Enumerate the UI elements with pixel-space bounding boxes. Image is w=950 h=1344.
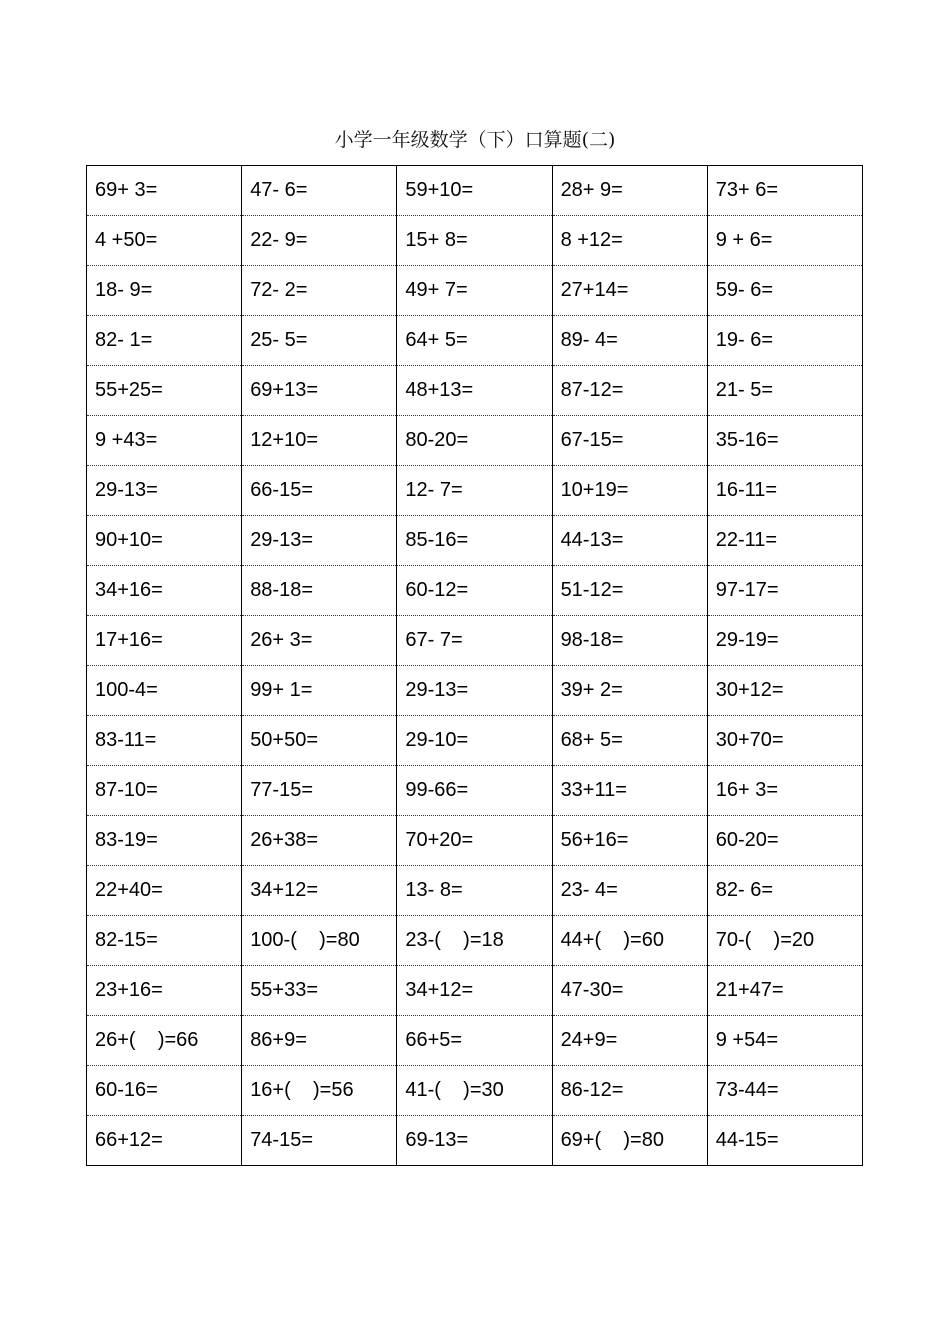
problem-cell: 44-13=: [552, 516, 707, 566]
problem-cell: 48+13=: [397, 366, 552, 416]
problem-cell: 23+16=: [87, 966, 242, 1016]
table-row: [87, 866, 863, 916]
arithmetic-table: [86, 165, 863, 1166]
problem-cell: 22-11=: [707, 516, 862, 566]
problem-cell: 33+11=: [552, 766, 707, 816]
problem-cell: 29-13=: [397, 666, 552, 716]
table-row: [87, 216, 863, 266]
table-row: [87, 1116, 863, 1166]
problem-cell: 18- 9=: [87, 266, 242, 316]
problem-cell: 66+5=: [397, 1016, 552, 1066]
problem-cell: 90+10=: [87, 516, 242, 566]
problem-cell: 59- 6=: [707, 266, 862, 316]
table-row: [87, 766, 863, 816]
problem-cell: 74-15=: [242, 1116, 397, 1166]
problem-cell: 9 +43=: [87, 416, 242, 466]
problem-cell: 26+ 3=: [242, 616, 397, 666]
problem-cell: 15+ 8=: [397, 216, 552, 266]
problem-cell: 69+ 3=: [87, 166, 242, 216]
problem-cell: 70-( )=20: [707, 916, 862, 966]
table-row: [87, 466, 863, 516]
problem-cell: 66+12=: [87, 1116, 242, 1166]
problem-cell: 83-11=: [87, 716, 242, 766]
problem-cell: 12- 7=: [397, 466, 552, 516]
table-row: [87, 266, 863, 316]
table-row: [87, 1066, 863, 1116]
problem-cell: 16+( )=56: [242, 1066, 397, 1116]
problem-cell: 35-16=: [707, 416, 862, 466]
problem-cell: 29-19=: [707, 616, 862, 666]
problem-cell: 98-18=: [552, 616, 707, 666]
problem-cell: 87-10=: [87, 766, 242, 816]
problem-cell: 67- 7=: [397, 616, 552, 666]
problem-cell: 80-20=: [397, 416, 552, 466]
problem-cell: 23-( )=18: [397, 916, 552, 966]
table-row: [87, 166, 863, 216]
problem-cell: 97-17=: [707, 566, 862, 616]
problem-cell: 10+19=: [552, 466, 707, 516]
problem-cell: 13- 8=: [397, 866, 552, 916]
problem-cell: 28+ 9=: [552, 166, 707, 216]
problem-cell: 60-20=: [707, 816, 862, 866]
problem-cell: 39+ 2=: [552, 666, 707, 716]
problem-cell: 85-16=: [397, 516, 552, 566]
problem-cell: 66-15=: [242, 466, 397, 516]
problem-cell: 59+10=: [397, 166, 552, 216]
problem-cell: 55+25=: [87, 366, 242, 416]
problem-cell: 26+( )=66: [87, 1016, 242, 1066]
problem-cell: 73+ 6=: [707, 166, 862, 216]
problem-cell: 16-11=: [707, 466, 862, 516]
table-row: [87, 616, 863, 666]
table-row: [87, 666, 863, 716]
table-row: [87, 416, 863, 466]
problem-cell: 86+9=: [242, 1016, 397, 1066]
table-row: [87, 716, 863, 766]
problem-cell: 29-10=: [397, 716, 552, 766]
problem-cell: 27+14=: [552, 266, 707, 316]
problem-cell: 56+16=: [552, 816, 707, 866]
problem-cell: 21- 5=: [707, 366, 862, 416]
problem-cell: 34+12=: [242, 866, 397, 916]
problem-cell: 30+12=: [707, 666, 862, 716]
problem-cell: 82- 1=: [87, 316, 242, 366]
problem-cell: 49+ 7=: [397, 266, 552, 316]
problem-cell: 69+13=: [242, 366, 397, 416]
problem-cell: 88-18=: [242, 566, 397, 616]
problem-cell: 25- 5=: [242, 316, 397, 366]
problem-cell: 29-13=: [87, 466, 242, 516]
problem-cell: 44-15=: [707, 1116, 862, 1166]
problem-cell: 100-4=: [87, 666, 242, 716]
problem-cell: 87-12=: [552, 366, 707, 416]
table-row: [87, 1016, 863, 1066]
problem-cell: 47-30=: [552, 966, 707, 1016]
problem-cell: 29-13=: [242, 516, 397, 566]
problem-cell: 70+20=: [397, 816, 552, 866]
problem-cell: 69-13=: [397, 1116, 552, 1166]
problem-cell: 64+ 5=: [397, 316, 552, 366]
problem-cell: 77-15=: [242, 766, 397, 816]
problem-cell: 99-66=: [397, 766, 552, 816]
problem-cell: 34+16=: [87, 566, 242, 616]
problem-cell: 60-12=: [397, 566, 552, 616]
table-row: [87, 916, 863, 966]
problem-cell: 30+70=: [707, 716, 862, 766]
problem-cell: 82-15=: [87, 916, 242, 966]
problem-cell: 9 +54=: [707, 1016, 862, 1066]
problem-cell: 51-12=: [552, 566, 707, 616]
problem-cell: 69+( )=80: [552, 1116, 707, 1166]
problem-cell: 26+38=: [242, 816, 397, 866]
problem-cell: 82- 6=: [707, 866, 862, 916]
page-title: 小学一年级数学（下）口算题(二): [334, 129, 616, 151]
problem-cell: 16+ 3=: [707, 766, 862, 816]
problem-cell: 19- 6=: [707, 316, 862, 366]
problem-cell: 8 +12=: [552, 216, 707, 266]
table-row: [87, 566, 863, 616]
problem-cell: 24+9=: [552, 1016, 707, 1066]
problem-cell: 72- 2=: [242, 266, 397, 316]
problem-cell: 22- 9=: [242, 216, 397, 266]
problem-cell: 9 + 6=: [707, 216, 862, 266]
table-row: [87, 516, 863, 566]
table-row: [87, 966, 863, 1016]
table-row: [87, 366, 863, 416]
problem-cell: 67-15=: [552, 416, 707, 466]
problem-cell: 55+33=: [242, 966, 397, 1016]
problem-cell: 23- 4=: [552, 866, 707, 916]
problem-cell: 99+ 1=: [242, 666, 397, 716]
problem-cell: 68+ 5=: [552, 716, 707, 766]
problem-cell: 4 +50=: [87, 216, 242, 266]
problem-cell: 73-44=: [707, 1066, 862, 1116]
problem-cell: 86-12=: [552, 1066, 707, 1116]
problem-cell: 50+50=: [242, 716, 397, 766]
problem-cell: 47- 6=: [242, 166, 397, 216]
problem-cell: 100-( )=80: [242, 916, 397, 966]
problem-cell: 34+12=: [397, 966, 552, 1016]
problem-cell: 17+16=: [87, 616, 242, 666]
problem-cell: 22+40=: [87, 866, 242, 916]
problem-cell: 12+10=: [242, 416, 397, 466]
problem-cell: 83-19=: [87, 816, 242, 866]
arithmetic-table-body: [87, 166, 863, 1166]
problem-cell: 44+( )=60: [552, 916, 707, 966]
problem-cell: 60-16=: [87, 1066, 242, 1116]
table-row: [87, 316, 863, 366]
problem-cell: 21+47=: [707, 966, 862, 1016]
table-row: [87, 816, 863, 866]
problem-cell: 89- 4=: [552, 316, 707, 366]
problem-cell: 41-( )=30: [397, 1066, 552, 1116]
